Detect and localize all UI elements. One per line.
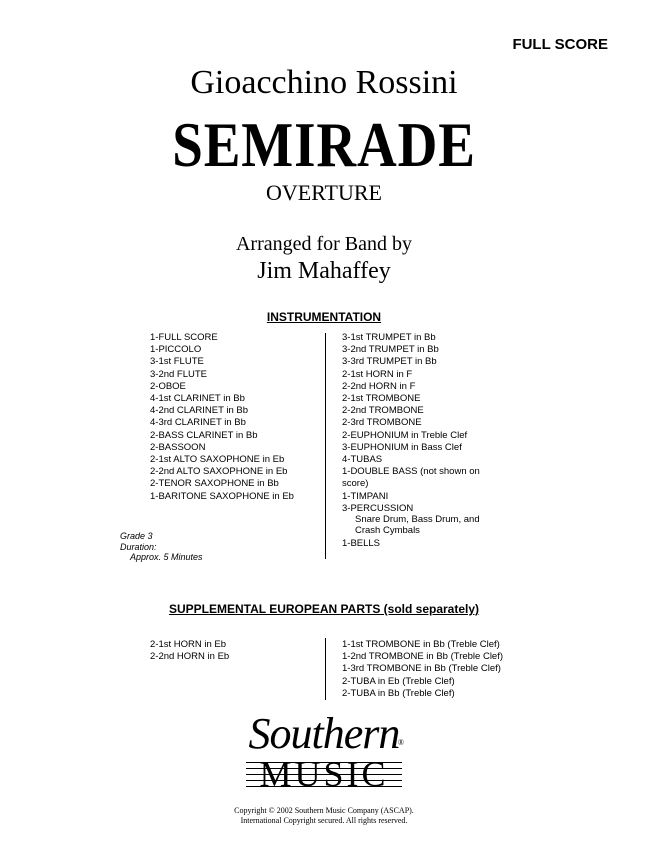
logo-music-text: MUSIC: [259, 754, 389, 794]
list-item: 1-1st TROMBONE in Bb (Treble Clef): [342, 639, 500, 650]
duration-value: Approx. 5 Minutes: [130, 552, 203, 562]
column-divider: [325, 333, 326, 559]
list-item: 2-3rd TROMBONE: [342, 417, 422, 429]
logo-southern-text: Southern: [248, 709, 400, 758]
list-item: 1-3rd TROMBONE in Bb (Treble Clef): [342, 663, 501, 675]
arranger-name: Jim Mahaffey: [257, 258, 391, 284]
list-item: 1-BARITONE SAXOPHONE in Eb: [150, 490, 294, 502]
list-item: 3-PERCUSSION: [342, 502, 414, 514]
supplemental-left-column: [150, 639, 229, 663]
registered-mark: ®: [397, 738, 404, 747]
list-item: 2-BASS CLARINET in Bb: [150, 429, 258, 441]
duration-label: Duration:: [120, 541, 157, 552]
list-item: 4-TUBAS: [342, 454, 383, 466]
subtitle: OVERTURE: [265, 180, 382, 205]
percussion-detail: Snare Drum, Bass Drum, and Crash Cymbals: [355, 514, 480, 536]
list-item: 3-3rd TRUMPET in Bb: [342, 356, 437, 368]
list-item: 3-1st FLUTE: [150, 356, 204, 368]
list-item: 2-2nd ALTO SAXOPHONE in Eb: [150, 466, 288, 478]
column-divider: [325, 638, 326, 700]
instrumentation-heading: INSTRUMENTATION: [266, 310, 382, 324]
list-item: 2-2nd HORN in F: [342, 380, 416, 392]
copyright-notice: [0, 806, 648, 825]
list-item: 1-BELLS: [342, 538, 381, 550]
list-item: 2-BASSOON: [150, 441, 206, 453]
list-item: 2-2nd HORN in Eb: [150, 651, 230, 663]
logo-staff: [246, 756, 402, 792]
full-score-label: FULL SCORE: [512, 36, 608, 53]
list-item: 3-2nd TRUMPET in Bb: [342, 344, 439, 356]
instrumentation-right-column: [342, 332, 505, 550]
list-item: 3-2nd FLUTE: [150, 368, 208, 380]
list-item: 1-PICCOLO: [150, 344, 202, 356]
list-item: 1-FULL SCORE: [150, 332, 218, 343]
list-item: 4-1st CLARINET in Bb: [150, 393, 245, 405]
list-item: 4-3rd CLARINET in Bb: [150, 417, 246, 429]
list-item: 2-1st TROMBONE: [342, 393, 421, 405]
composer-name: Gioacchino Rossini: [190, 64, 458, 101]
list-item: 2-1st HORN in Eb: [150, 639, 227, 650]
list-item: 2-2nd TROMBONE: [342, 405, 424, 417]
list-item: 2-OBOE: [150, 380, 186, 392]
copyright-line: Copyright © 2002 Southern Music Company (ASCAP).: [234, 806, 414, 815]
grade-info: [120, 531, 203, 563]
list-item: 2-1st ALTO SAXOPHONE in Eb: [150, 454, 285, 466]
arranged-line: Arranged for Band by: [235, 233, 413, 255]
list-item: 4-2nd CLARINET in Bb: [150, 405, 249, 417]
list-item: 1-DOUBLE BASS (not shown on score): [342, 466, 480, 490]
supplemental-heading: SUPPLEMENTAL EUROPEAN PARTS (sold separately): [168, 602, 480, 616]
list-item: 2-TUBA in Bb (Treble Clef): [342, 687, 455, 699]
list-item: 3-1st TRUMPET in Bb: [342, 332, 436, 343]
list-item: 2-1st HORN in F: [342, 368, 413, 380]
list-item: 2-EUPHONIUM in Treble Clef: [342, 429, 468, 441]
list-item: 3-EUPHONIUM in Bass Clef: [342, 441, 462, 453]
copyright-line: International Copyright secured. All rights reserved.: [240, 815, 408, 825]
list-item: 1-TIMPANI: [342, 490, 389, 502]
list-item: 2-TENOR SAXOPHONE in Bb: [150, 478, 279, 490]
list-item: 1-2nd TROMBONE in Bb (Treble Clef): [342, 651, 504, 663]
instrumentation-left-column: [150, 332, 294, 503]
publisher-logo: [240, 709, 408, 794]
list-item: 2-TUBA in Eb (Treble Clef): [342, 675, 455, 687]
supplemental-right-column: [342, 639, 503, 700]
page-title: SEMIRADE: [172, 109, 476, 180]
grade-label: Grade 3: [120, 531, 153, 541]
